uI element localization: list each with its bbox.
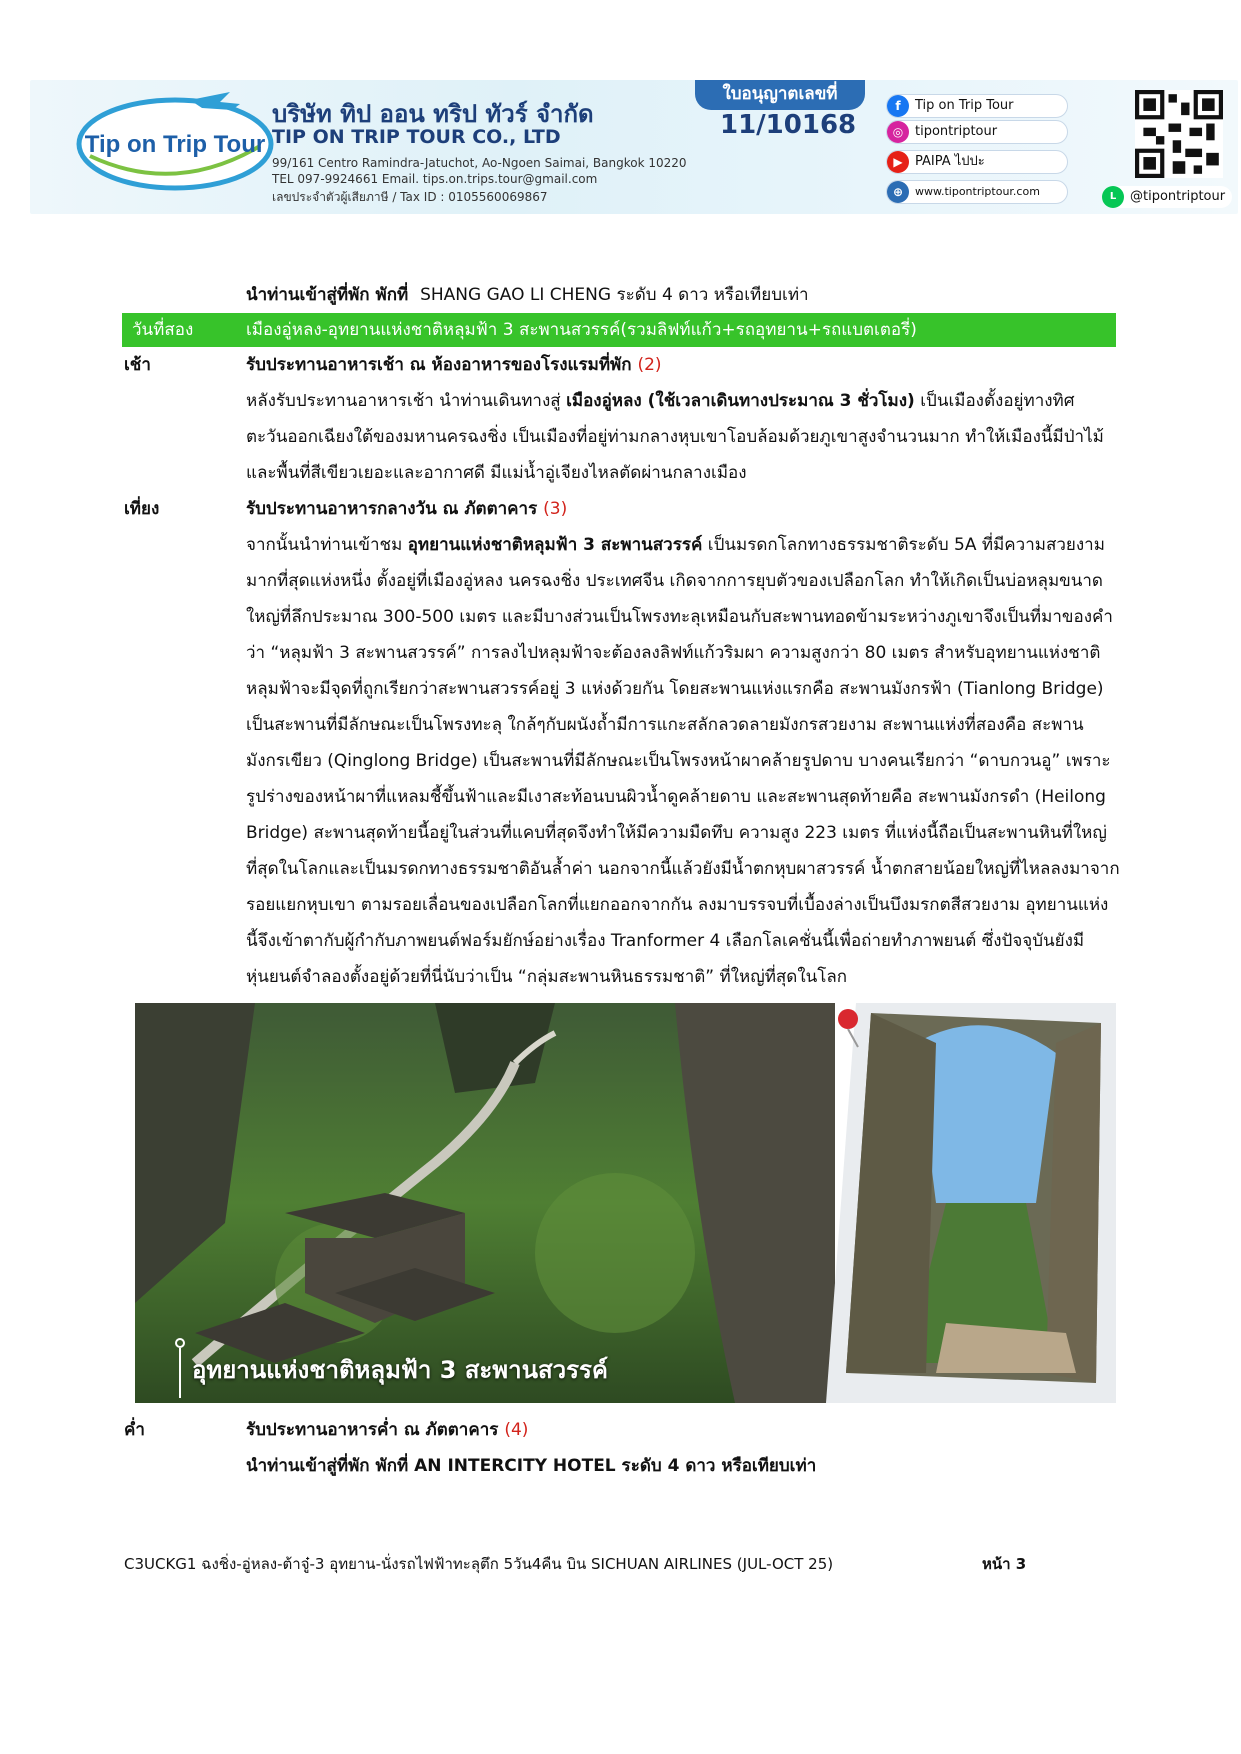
hotel-line: นำท่านเข้าสู่ที่พัก พักที่ AN INTERCITY HOTEL ระดับ 4 ดาว หรือเทียบเท่า — [246, 1456, 817, 1476]
instagram-link[interactable]: ◎ tipontriptour — [886, 120, 1068, 144]
company-name-english: TIP ON TRIP TOUR CO., LTD — [272, 126, 561, 148]
qr-code-icon — [1135, 90, 1223, 178]
tiankeng-park-photo — [135, 1003, 835, 1403]
noon-paragraph-line: รูปร่างของหน้าผาที่แหลมชี้ขึ้นฟ้าและมีเงาสะท้อนบนผิวน้ำดูคล้ายดาบ และสะพานสุดท้ายคือ สะพานมังกรดำ (Heilong — [246, 787, 1106, 807]
morning-paragraph-line: หลังรับประทานอาหารเช้า นำท่านเดินทางสู่ เมืองอู่หลง (ใช้เวลาเดินทางประมาณ 3 ชั่วโมง) เป็นเมืองตั้งอยู่ทางทิศ — [246, 391, 1075, 411]
dinner-line: รับประทานอาหารค่ำ ณ ภัตตาคาร (4) — [246, 1420, 529, 1440]
line-link[interactable]: L @tipontriptour — [1102, 186, 1232, 208]
morning-paragraph-line: ตะวันออกเฉียงใต้ของมหานครฉงชิ่ง เป็นเมืองที่อยู่ท่ามกลางหุบเขาโอบล้อมด้วยภูเขาสูงจำนวนมาก ทำให้เมืองนี้มีป่าไม้ — [246, 427, 1104, 447]
photo-caption: อุทยานแห่งชาติหลุมฟ้า 3 สะพานสวรรค์ — [192, 1356, 608, 1384]
web-icon: ⊕ — [887, 181, 909, 203]
company-logo — [70, 86, 280, 196]
day-label: วันที่สอง — [132, 320, 194, 340]
day-title: เมืองอู่หลง-อุทยานแห่งชาติหลุมฟ้า 3 สะพานสวรรค์(รวมลิฟท์แก้ว+รถอุทยาน+รถแบตเตอรี่) — [246, 320, 917, 340]
canyon-polaroid-photo — [826, 1003, 1116, 1403]
company-contact: TEL 097-9924661 Email. tips.on.trips.tour@gmail.com — [272, 172, 598, 186]
morning-paragraph-line: และพื้นที่สีเขียวเยอะและอากาศดี มีแม่น้ำอู่เจียงไหลตัดผ่านกลางเมือง — [246, 463, 747, 483]
company-address: 99/161 Centro Ramindra-Jatuchot, Ao-Ngoen Saimai, Bangkok 10220 — [272, 156, 687, 170]
youtube-icon: ▶ — [887, 151, 909, 173]
lunch-line: รับประทานอาหารกลางวัน ณ ภัตตาคาร (3) — [246, 499, 568, 519]
noon-label: เที่ยง — [124, 499, 160, 519]
morning-label: เช้า — [124, 355, 151, 375]
noon-paragraph-line: ว่า “หลุมฟ้า 3 สะพานสวรรค์” การลงไปหลุมฟ้าจะต้องลงลิฟท์แก้วริมผา ความสูงกว่า 80 เมตร สำหรับอุทยานแห่งชาติ — [246, 643, 1101, 663]
line-icon: L — [1102, 186, 1124, 208]
facebook-icon: f — [887, 95, 909, 117]
company-name-thai: บริษัท ทิป ออน ทริป ทัวร์ จำกัด — [272, 100, 594, 128]
noon-paragraph-line: มากที่สุดแห่งหนึ่ง ตั้งอยู่ที่เมืองอู่หลง นครฉงชิ่ง ประเทศจีน เกิดจากการยุบตัวของเปลือกโลก ทำให้เกิดเป็นบ่อหลุมขนาด — [246, 571, 1103, 591]
noon-paragraph-line: มังกรเขียว (Qinglong Bridge) เป็นสะพานที่มีลักษณะเป็นโพรงหน้าผาคล้ายรูปดาบ บางคนเรียกว่า “ดาบกวนอู” เพราะ — [246, 751, 1111, 771]
previous-hotel-line: นำท่านเข้าสู่ที่พัก พักที่ SHANG GAO LI CHENG ระดับ 4 ดาว หรือเทียบเท่า — [246, 285, 809, 305]
youtube-link[interactable]: ▶ PAIPA ไปปะ — [886, 150, 1068, 174]
breakfast-line: รับประทานอาหารเช้า ณ ห้องอาหารของโรงแรมที่พัก (2) — [246, 355, 662, 375]
facebook-link[interactable]: f Tip on Trip Tour — [886, 94, 1068, 118]
footer-tour-code: C3UCKG1 ฉงชิ่ง-อู่หลง-ต้าจู๋-3 อุทยาน-นั่งรถไฟฟ้าทะลุตึก 5วัน4คืน บิน SICHUAN AIRLINES (JUL-OCT 25) — [124, 1555, 834, 1573]
noon-paragraph-line: หลุมฟ้าจะมีจุดที่ถูกเรียกว่าสะพานสวรรค์อยู่ 3 แห่งด้วยกัน โดยสะพานแห่งแรกคือ สะพานมังกรฟ้า (Tianlong Bridge) — [246, 679, 1104, 699]
pin-icon — [838, 1009, 858, 1029]
license-label: ใบอนุญาตเลขที่ — [695, 80, 865, 110]
instagram-icon: ◎ — [887, 121, 909, 143]
noon-paragraph-line: ที่สุดในโลกและเป็นมรดกทางธรรมชาติอันล้ำค่า นอกจากนี้แล้วยังมีน้ำตกหุบผาสวรรค์ น้ำตกสายน้อยใหญ่ที่ไหลลงมาจาก — [246, 859, 1120, 879]
license-number: 11/10168 — [720, 110, 857, 140]
noon-paragraph-line: นี้จึงเข้าตากับผู้กำกับภาพยนต์ฟอร์มยักษ์อย่างเรื่อง Tranformer 4 เลือกโลเคชั่นนี้เพื่อถ่ายทำภาพยนต์ ซึ่งปัจจุบันยังมี — [246, 931, 1085, 951]
noon-paragraph-line: จากนั้นนำท่านเข้าชม อุทยานแห่งชาติหลุมฟ้า 3 สะพานสวรรค์ เป็นมรดกโลกทางธรรมชาติระดับ 5A ที่มีความสวยงาม — [246, 535, 1105, 555]
company-header-banner — [30, 80, 1238, 214]
noon-paragraph-line: หุ่นยนต์จำลองตั้งอยู่ด้วยที่นี่นับว่าเป็น “กลุ่มสะพานหินธรรมชาติ” ที่ใหญ่ที่สุดในโลก — [246, 967, 848, 987]
noon-paragraph-line: เป็นสะพานที่มีลักษณะเป็นโพรงทะลุ ใกล้ๆกับผนังถ้ำมีการแกะสลักลวดลายมังกรสวยงาม สะพานแห่งที่สองคือ สะพาน — [246, 715, 1084, 735]
noon-paragraph-line: ใหญ่ที่ลึกประมาณ 300-500 เมตร และมีบางส่วนเป็นโพรงทะลุเหมือนกับสะพานทอดข้ามระหว่างภูเขาจึงเป็นที่มาของคำ — [246, 607, 1113, 627]
evening-label: ค่ำ — [124, 1420, 145, 1440]
page-number: หน้า 3 — [982, 1555, 1027, 1573]
svg-text:Tip on Trip Tour: Tip on Trip Tour — [84, 131, 266, 158]
company-tax-id: เลขประจำตัวผู้เสียภาษี / Tax ID : 0105560069867 — [272, 190, 548, 204]
noon-paragraph-line: รอยแยกหุบเขา ตามรอยเลื่อนของเปลือกโลกที่แยกออกจากกัน ลงมาบรรจบที่เบื้องล่างเป็นบึงมรกตสีสวยงาม อุทยานแห่ง — [246, 895, 1109, 915]
website-link[interactable]: ⊕ www.tipontriptour.com — [886, 180, 1068, 204]
noon-paragraph-line: Bridge) สะพานสุดท้ายนี้อยู่ในส่วนที่แคบที่สุดจึงทำให้มีความมืดทึบ ความสูง 223 เมตร ที่แห่งนี้ถือเป็นสะพานหินที่ใหญ่ — [246, 823, 1107, 843]
